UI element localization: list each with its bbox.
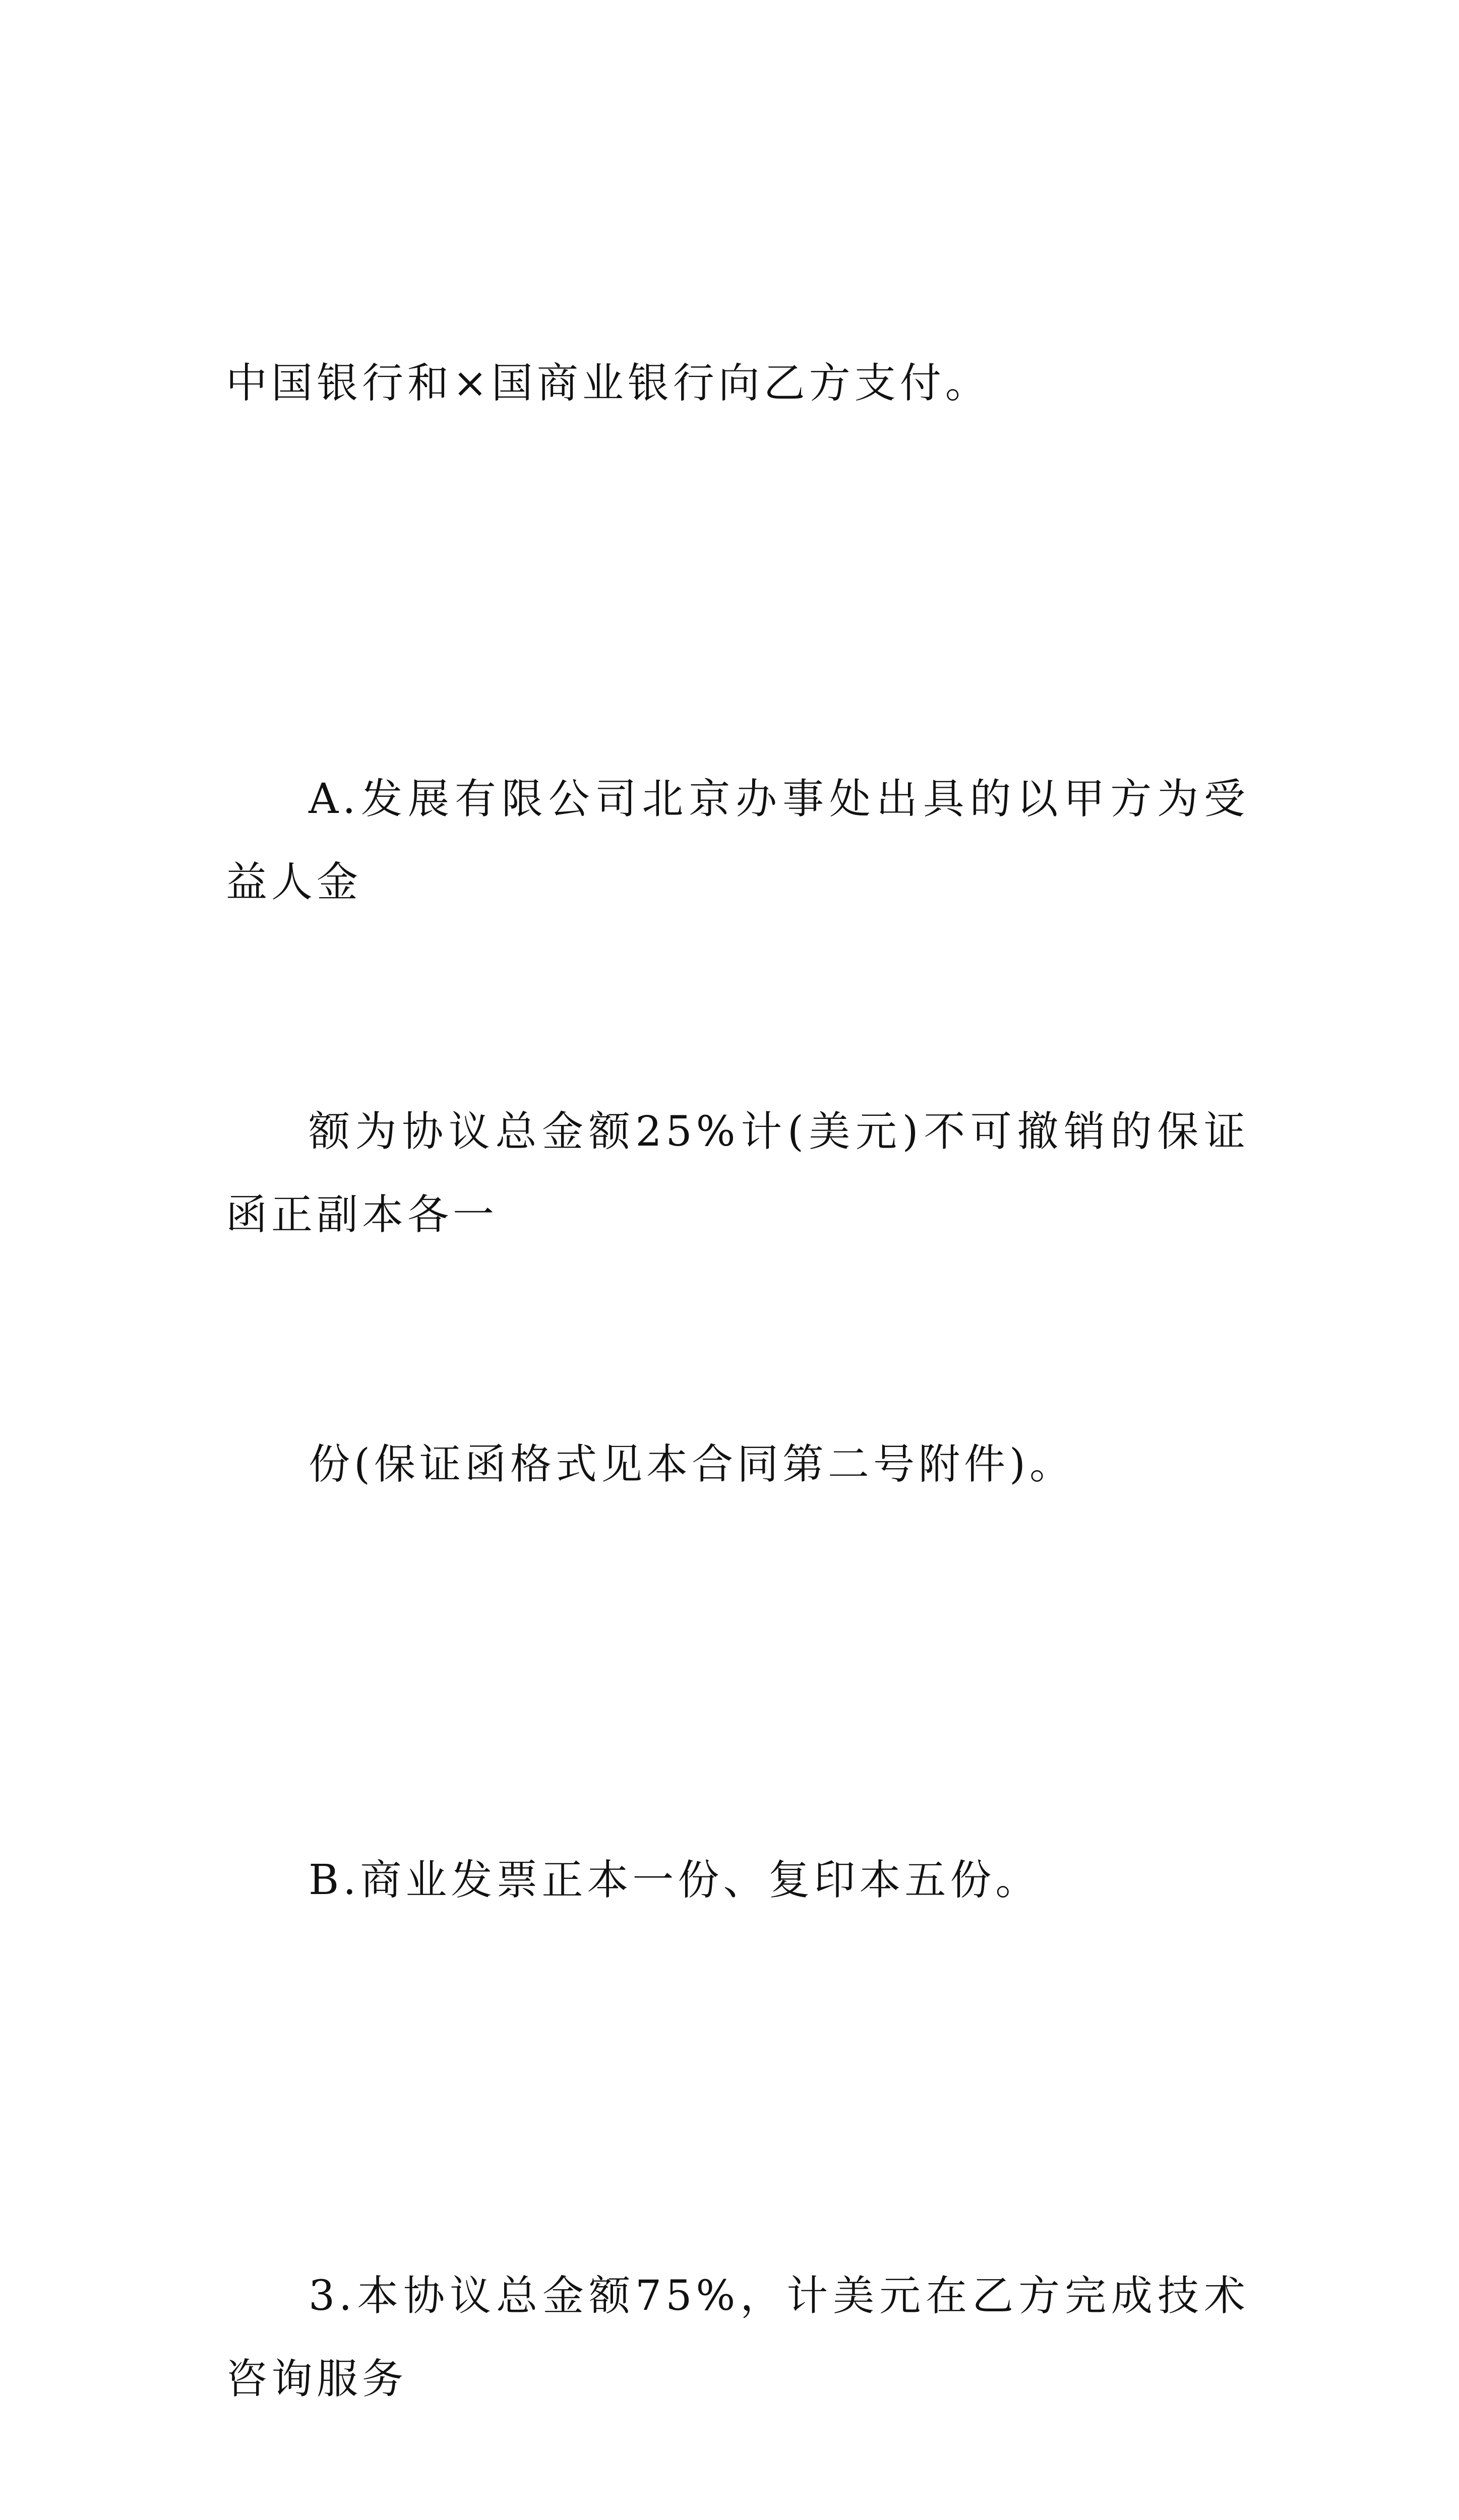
text-line: B.商业发票正本一份、复印本五份。 bbox=[309, 1856, 1041, 1904]
text-line: 3.本协议总金额75%，计美元在乙方完成技术咨询服务 bbox=[226, 2272, 1249, 2403]
text-line: A.发展有限公司北京办事处出具的以甲方为受益人金 bbox=[226, 775, 1249, 906]
paragraph-4 bbox=[226, 2088, 1249, 2520]
text-line: 中国银行和×国商业银行向乙方支付。 bbox=[226, 359, 991, 407]
document-body bbox=[226, 175, 1249, 2520]
text-line: 份(保证函格式见本合同第二号附件)。 bbox=[309, 1440, 1075, 1488]
paragraph-3 bbox=[226, 1672, 1249, 2088]
text-line: 额为协议总金额25%计(美元)不可撤销的保证函正副本各一 bbox=[226, 1108, 1249, 1239]
paragraph-1 bbox=[226, 175, 1249, 591]
paragraph-2 bbox=[226, 591, 1249, 1672]
